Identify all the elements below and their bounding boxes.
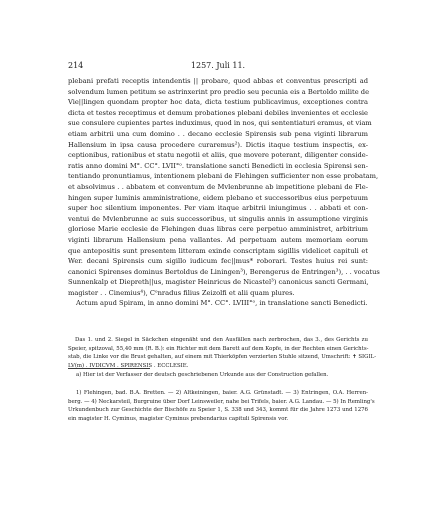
footnote-line: berg. — 4) Neckarsteil, Burgruine über Dorf Leinsweiler, nahe bei Trifels, baier. A.G. Landau. — 5) In Remling's: [68, 398, 375, 405]
textual-footnote: [68, 371, 368, 380]
note-line: Speier, spitzoval, 55,40 mm (R. B.): ein Richter mit dem Barett auf dem Kopfe, in der Rechten einen Gerichts-: [68, 345, 369, 352]
footnote-divider: [68, 368, 150, 369]
text-line: hingen super luminis amministratione, eidem plebano et successoribus eius perpetuum: [68, 193, 368, 202]
note-line: stab, die Linke vor die Brust gehalten, auf einem mit Thierköpfen verzierten Stuhle sitzend, Umschrift: ✝ SIGIL-: [68, 354, 377, 361]
note-line: LV(m) . IVDICVM . SPIRENSIS . ECCLESIE.: [68, 362, 189, 369]
text-line: magister . . Cinemius⁴), Cᵒnradus filius Zeizolfi et alii quam plures.: [68, 288, 295, 297]
text-line: Hallensium in ipsa causa procedere curaremus²). Dictis itaque testium inspectis, ex-: [68, 140, 368, 149]
footnote-line: ein magister H. Cyminus, magister Cyminus prebendarius capituli Spirensis vor.: [68, 415, 289, 422]
footnote-line: Urkundenbuch zur Geschichte der Bischöfe zu Speier 1, S. 338 und 343, kommt für die Jahre 1273 und 1276: [68, 407, 368, 414]
text-line: ceptionibus, rationibus et statu negotii et aliis, que movere poterant, diligenter conside-: [68, 151, 368, 160]
text-line: Vie||lingen quondam propter hoc data, dicta testium publicavimus, exceptiones contra: [68, 98, 368, 107]
text-line: sue consulere cupientes partes induximus, quod in nos, qui sententiaturi eramus, et viam: [68, 119, 372, 128]
text-line: etiam arbitrii una cum domino . . decano ecclesie Spirensis sub pena viginti librarum: [68, 129, 368, 138]
charter-text: [68, 76, 380, 309]
text-line: Wer. decani Spirensis cum sigillo iudicum fec||mus* roborari. Testes huius rei sunt:: [68, 257, 368, 266]
text-line: Sunnenkalp et Diepreth||us, magister Heinricus de Nicastel³) canonicus sancti Germani,: [68, 278, 369, 287]
text-line: solvendum lumen petitum se astrinxerint pro predio seu pecunia eis a Bertoldo milite de: [68, 87, 370, 96]
text-line: canonici Spirenses dominus Bertoldus de Liningen³), Berengerus de Entringen³), . . vocatus: [68, 267, 380, 276]
running-head: 1257. Juli 11.: [190, 61, 246, 70]
text-line: et absolvimus . . abbatem et conventum de Mvlenbrunne ab impetitione plebani de Fle-: [68, 182, 368, 191]
seal-description: [68, 336, 377, 370]
text-line: Actum apud Spiram, in anno domini M°. CC°. LVIII°ᵒ, in translatione sancti Benedicti.: [76, 299, 368, 308]
text-line: ratis anno domini M°. CC°. LVII°ᵒ. translatione sancti Benedicti in ecclesia Spirensi sen-: [68, 161, 368, 170]
text-line: que antepositis sunt presentem litteram exinde conscriptam sigillis videlicet capituli et: [68, 246, 368, 255]
text-line: super hoc silentium imponentes. Per viam itaque arbitrii iniungimus . . abbati et con-: [68, 204, 368, 213]
footnote-line: 1) Flehingen, bad. B.A. Bretten. — 2) Altkeiningen, baier. A.G. Grünstadt. — 3) Entringen, O.A. Herren-: [76, 390, 368, 396]
footnote-line: a) Hier ist der Verfasser der deutsch geschriebenen Urkunde aus der Construction gefallen.: [76, 372, 329, 378]
text-line: viginti librarum Hallensium pena vallantes. Ad perpetuam autem memoriam eorum: [68, 235, 368, 244]
text-line: plebani prefati receptis intendentis || probare, quod abbas et conventus prescripti ad: [68, 77, 368, 85]
text-line: ventui de Mvlenbrunne ac suis successoribus, ut singulis annis in assumptione virginis: [68, 214, 368, 223]
page-header: [68, 60, 368, 72]
text-line: gloriose Marie ecclesie de Flehingen duas libras cere perpetuo amministret, arbitrium: [68, 225, 368, 234]
numbered-footnotes: [68, 389, 375, 423]
text-line: dicta et testes receptimus et demum probationes plebani debiles invenientes et ecclesie: [68, 108, 368, 117]
text-line: tentiando pronuntiamus, intentionem plebani de Flehingen sufficienter non esse probatam,: [68, 172, 379, 181]
page-number: 214: [68, 61, 84, 70]
note-line: Das 1. und 2. Siegel in Säckchen eingenäht und den Ausfällen nach zerbrochen, das 3., des Gerichts zu: [75, 337, 368, 343]
